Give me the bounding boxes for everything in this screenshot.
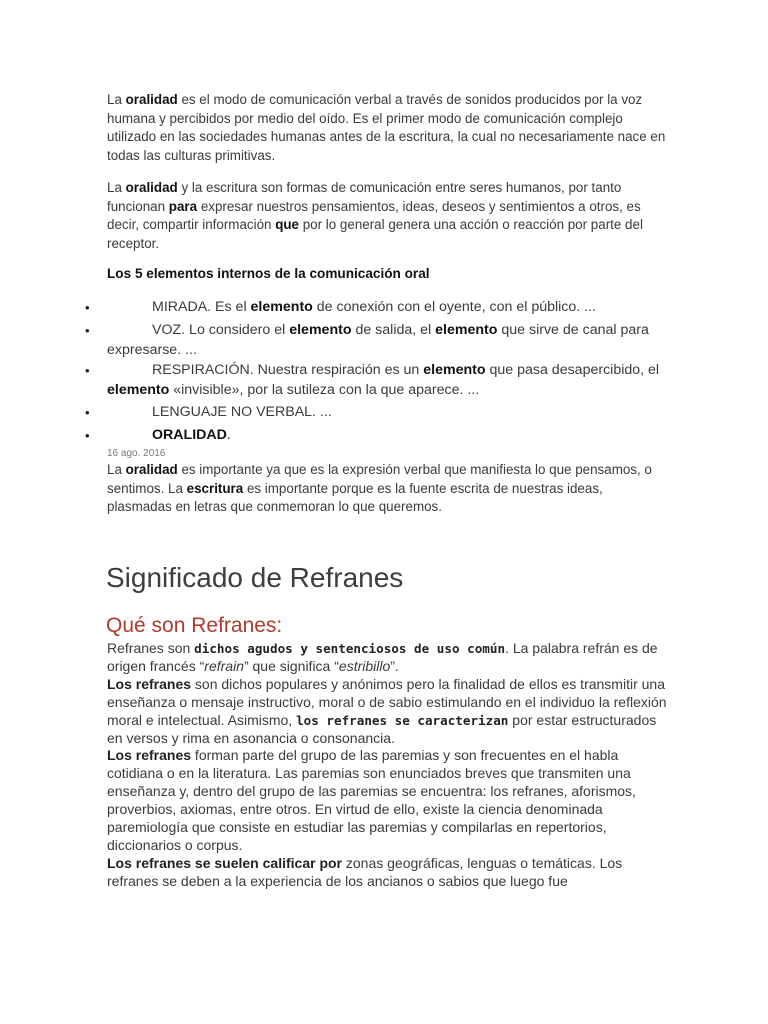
bold-term: escritura	[186, 480, 244, 496]
list-item	[85, 403, 667, 423]
text: La	[107, 180, 126, 195]
text: RESPIRACIÓN. Nuestra respiración es un	[152, 362, 424, 378]
bullet-icon: •	[85, 323, 90, 338]
text: es importante ya que es la expresión verbal que manifiesta lo que pensamos, o sentimos. La	[107, 462, 652, 496]
date-label: 16 ago. 2016	[107, 448, 166, 459]
text: por estar estructurados en versos y rima en asonancia o consonancia.	[107, 711, 657, 746]
text: ”.	[390, 657, 399, 674]
text: es el modo de comunicación verbal a través de sonidos producidos por la voz humana y percibidos por medio del oído. Es el primer modo de comunicación complejo utilizado en las sociedades humanas antes de la escritura, la cual no necesariamente nace en todas las culturas primitivas.	[107, 92, 666, 163]
bullet-icon: •	[85, 428, 90, 443]
bold-term: que	[275, 217, 299, 233]
text: LENGUAJE NO VERBAL. ...	[152, 404, 332, 420]
section-title: Significado de Refranes	[106, 562, 404, 593]
bold-term: ORALIDAD	[152, 427, 227, 443]
text: que sirve de canal para expresarse. ...	[107, 322, 649, 358]
bold-term: oralidad	[125, 180, 178, 195]
italic-term: estribillo	[338, 657, 391, 674]
text: . La palabra refrán es de origen francés “	[107, 640, 658, 674]
bullet-icon: •	[85, 405, 90, 420]
list-item	[85, 298, 667, 318]
text: «invisible», por la sutileza con la que aparece. ...	[169, 381, 480, 398]
bold-term: elemento	[435, 322, 498, 338]
bold-term: los refranes se caracterizan	[296, 712, 509, 728]
text: y la escritura son formas de comunicación entre seres humanos, por tanto funcionan	[107, 180, 622, 214]
list-item	[85, 426, 667, 446]
bullet-icon: •	[85, 363, 90, 378]
bold-term: dichos agudos y sentenciosos de uso común	[194, 641, 506, 656]
bold-term: elemento	[289, 322, 352, 338]
bold-term: Los refranes	[107, 747, 192, 764]
text: por lo general genera una acción o reacción por parte del receptor.	[107, 217, 643, 251]
text: zonas geográficas, lenguas o temáticas. Los refranes se deben a la experiencia de los ancianos o sabios que luego fue	[107, 854, 623, 889]
text: La	[107, 462, 126, 477]
text: ” que significa “	[243, 657, 339, 674]
text: que pasa desapercibido, el	[485, 362, 660, 378]
text: de conexión con el oyente, con el público. ...	[312, 299, 596, 315]
bold-term: oralidad	[125, 92, 178, 107]
bold-term: para	[168, 198, 198, 214]
bold-term: elemento	[107, 381, 170, 398]
text: de salida, el	[351, 322, 436, 338]
text: Refranes son	[107, 640, 195, 656]
bold-term: elemento	[423, 362, 486, 378]
bold-term: Los refranes se suelen calificar por	[107, 854, 342, 871]
text: son dichos populares y anónimos pero la finalidad de ellos es transmitir una enseñanza o mensaje instructivo, moral o de sabio estimulando en el individuo la reflexión moral e intelectual. Asimismo,	[107, 675, 667, 728]
bold-term: Los refranes	[107, 675, 192, 692]
text: .	[226, 427, 231, 443]
bold-term: oralidad	[125, 462, 178, 477]
section-subtitle: Qué son Refranes:	[106, 614, 283, 637]
text: forman parte del grupo de las paremias y son frecuentes en el habla cotidiana o en la literatura. Las paremias son enunciados breves que transmiten una enseñanza y, dentro del grupo de las paremias se encuentra: los refranes, aforismos, proverbios, axiomas, entre otros. En virtud de ello, existe la ciencia denominada paremiología que consiste en estudiar las paremias y compilarlas en repertorios, diccionarios o corpus.	[107, 747, 636, 853]
intro-paragraph-2	[107, 179, 667, 253]
bullet-icon: •	[85, 300, 90, 315]
paragraph-3	[107, 461, 667, 517]
list-item	[85, 321, 667, 360]
text: La	[107, 92, 126, 107]
intro-paragraph-1	[107, 91, 667, 165]
text: es importante porque es la fuente escrita de nuestras ideas, plasmadas en letras que conmemoran lo que queremos.	[107, 480, 603, 515]
text: expresar nuestros pensamientos, ideas, deseos y sentimientos a otros, es decir, compartir información	[107, 198, 641, 233]
bold-term: elemento	[250, 299, 313, 315]
text: MIRADA. Es el	[152, 299, 251, 315]
list-item	[85, 361, 667, 400]
italic-term: refrain	[204, 657, 244, 674]
elements-heading: Los 5 elementos internos de la comunicación oral	[107, 266, 430, 281]
text: VOZ. Lo considero el	[152, 322, 290, 338]
refranes-text	[107, 640, 667, 891]
